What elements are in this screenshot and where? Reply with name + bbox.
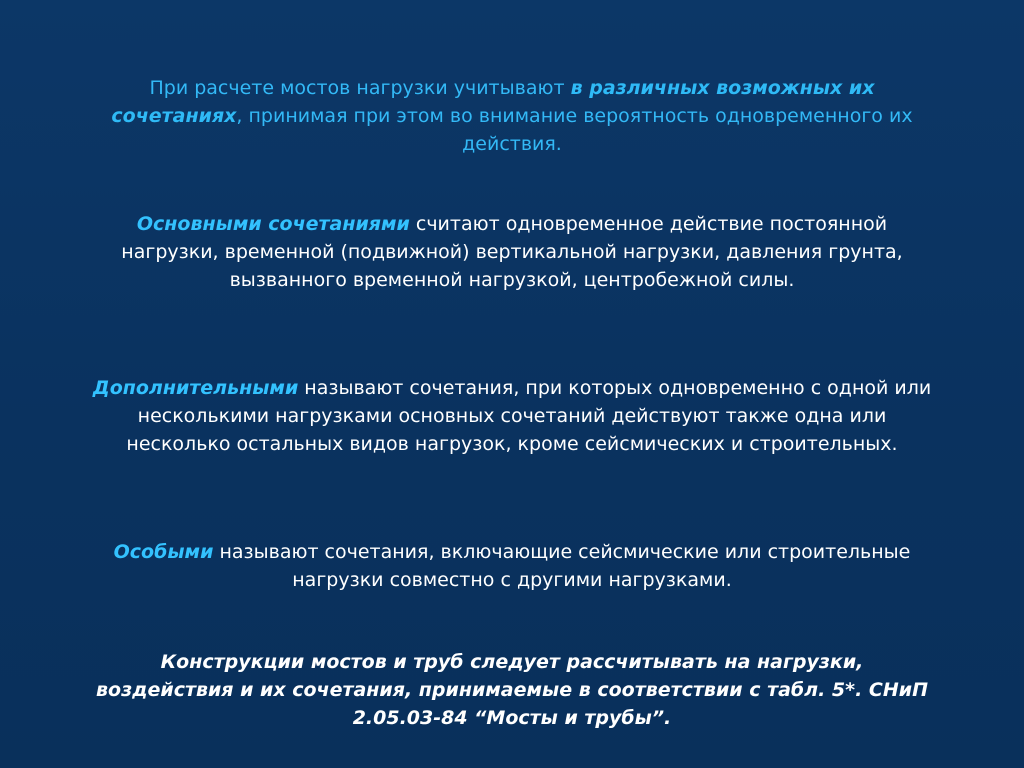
conclusion-paragraph [92,648,932,732]
additional-combinations-paragraph [92,374,932,458]
special-combinations-text: называют сочетания, включающие сейсмические или строительные нагрузки совместно с другими нагрузками. [213,541,911,591]
additional-combinations-term: Дополнительными [92,377,299,399]
additional-combinations-text: называют сочетания, при которых одновременно с одной или несколькими нагрузками основных сочетаний действуют также одна или несколько остальных видов нагрузок, кроме сейсмических и строительных. [126,377,932,455]
intro-text-before: При расчете мостов нагрузки учитывают [149,77,571,99]
main-combinations-term: Основными сочетаниями [136,213,410,235]
main-combinations-paragraph [92,210,932,294]
special-combinations-paragraph [92,538,932,594]
intro-highlight: в различных возможных их сочетаниях [111,77,875,127]
conclusion-text: Конструкции мостов и труб следует рассчитывать на нагрузки, воздействия и их сочетания, принимаемые в соответствии с табл. 5*. СНиП 2.05.03-84 “Мосты и трубы”. [96,651,928,729]
main-combinations-text: считают одновременное действие постоянной нагрузки, временной (подвижной) вертикальной нагрузки, давления грунта, вызванного временной нагрузкой, центробежной силы. [121,213,903,291]
intro-paragraph [92,74,932,158]
special-combinations-term: Особыми [113,541,214,563]
intro-text-after: , принимая при этом во внимание вероятность одновременного их действия. [236,105,913,155]
